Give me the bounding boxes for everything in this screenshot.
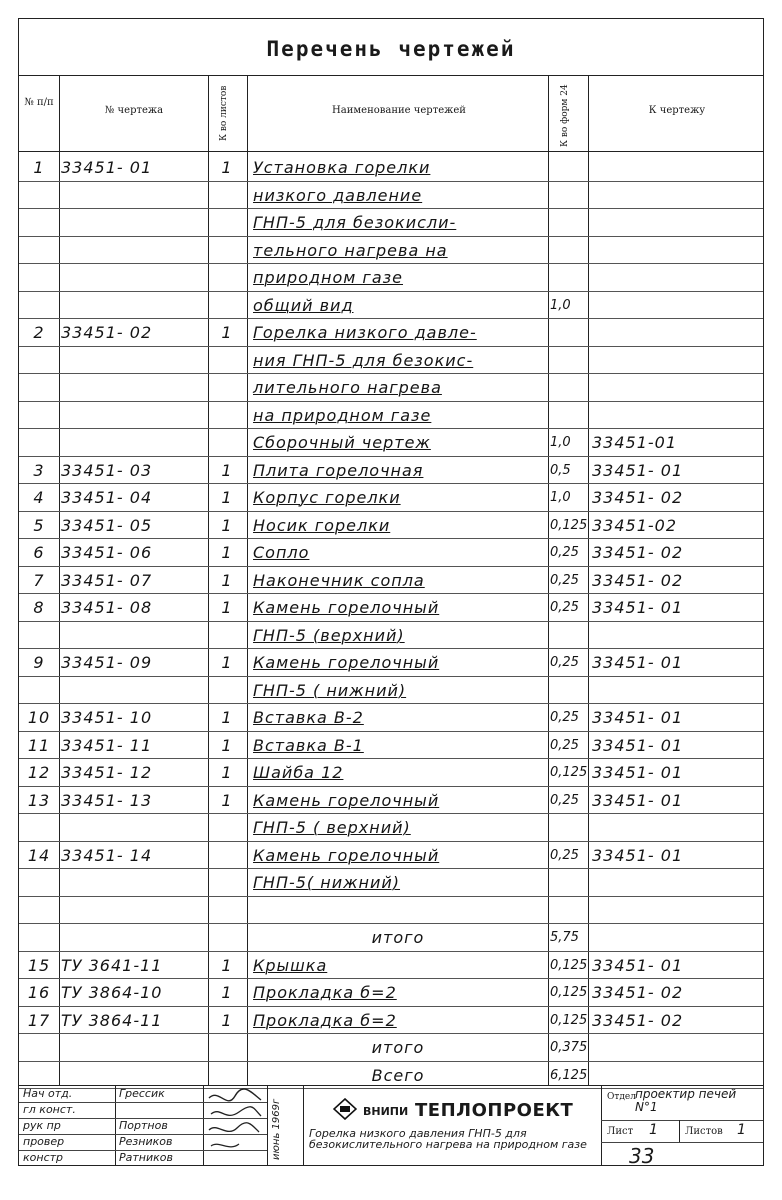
row-number [21, 208, 57, 236]
row-to-drawing: 33451- 01 [592, 845, 684, 865]
row-sheets [209, 428, 245, 456]
row-to-drawing [592, 1061, 762, 1089]
row-name: ГНП-5 ( верхний) [253, 818, 411, 837]
row-drawing-number: 33451- 04 [61, 488, 153, 507]
row-number [21, 923, 57, 951]
row-to-drawing: 33451- 01 [592, 653, 684, 672]
row-number: 6 [33, 543, 45, 562]
row-name: Сборочный чертеж [253, 433, 431, 452]
row-name: Камень горелочный [253, 845, 440, 865]
row-name: Носик горелки [253, 515, 391, 535]
row-name: Прокладка б=2 [253, 983, 397, 1002]
table-row [19, 456, 763, 485]
row-format: 0,25 [550, 600, 579, 615]
row-to-drawing: 33451- 01 [592, 460, 684, 480]
row-name: Всего [371, 1065, 425, 1085]
row-name [253, 896, 549, 924]
row-format: 0,125 [550, 765, 588, 780]
row-name: Крышка [253, 955, 328, 975]
row-drawing-number: 33451- 14 [61, 845, 153, 865]
row-name: Камень горелочный [253, 653, 440, 672]
row-number [21, 868, 57, 896]
row-sheets [209, 373, 245, 401]
row-drawing-number: 33451- 09 [61, 653, 153, 672]
stamp-role: провер [23, 1135, 65, 1148]
table-row [19, 868, 763, 897]
table-row [19, 291, 763, 320]
table-row [19, 731, 763, 760]
row-format: 0,25 [550, 655, 579, 670]
stamp-role: Нач отд. [23, 1087, 73, 1100]
table-row [19, 758, 763, 787]
table-row [19, 951, 763, 980]
row-to-drawing [592, 401, 762, 429]
stamp-name: Ратников [119, 1151, 173, 1164]
table-row [19, 621, 763, 650]
row-sheets: 1 [221, 983, 233, 1002]
header-num: № п/п [24, 97, 54, 108]
table-row [19, 593, 763, 622]
row-name: Камень горелочный [253, 598, 440, 617]
table-row [19, 786, 763, 815]
row-drawing-number: 33451- 13 [61, 790, 153, 810]
row-name: Корпус горелки [253, 488, 401, 507]
row-format [550, 208, 588, 236]
row-name: Шайба 12 [253, 763, 344, 782]
row-to-drawing: 33451- 02 [592, 543, 684, 562]
sheet-label: Лист [607, 1126, 634, 1137]
row-name: Вставка В-1 [253, 735, 364, 755]
table-row [19, 236, 763, 265]
row-format [550, 318, 588, 346]
row-to-drawing: 33451- 01 [592, 708, 684, 727]
row-format: 0,25 [550, 847, 579, 863]
row-drawing-number: 33451- 03 [61, 460, 153, 480]
row-drawing-number: 33451- 10 [61, 708, 153, 727]
organization-prefix: ВНИПИ [363, 1105, 409, 1118]
row-drawing-number [61, 621, 207, 649]
row-to-drawing: 33451- 01 [592, 598, 684, 617]
row-sheets: 1 [221, 543, 233, 562]
table-row [19, 153, 763, 182]
row-number: 14 [27, 845, 51, 865]
row-drawing-number: 33451- 01 [61, 158, 153, 177]
stamp-name: Резников [119, 1135, 173, 1148]
row-format [550, 896, 588, 924]
organization-name: ТЕПЛОПРОЕКТ [415, 1100, 574, 1121]
row-number: 15 [27, 955, 51, 975]
row-sheets: 1 [221, 735, 233, 755]
dept-value: проектир печей N°1 [635, 1087, 737, 1114]
row-sheets [209, 208, 245, 236]
table-row [19, 648, 763, 677]
row-sheets: 1 [221, 955, 233, 975]
row-format: 0,125 [550, 517, 588, 533]
row-number: 17 [27, 1010, 51, 1030]
row-drawing-number [61, 401, 207, 429]
table-row [19, 208, 763, 237]
row-to-drawing [592, 236, 762, 264]
row-to-drawing: 33451- 02 [592, 1010, 684, 1030]
row-to-drawing: 33451- 01 [592, 763, 684, 782]
table-row [19, 813, 763, 842]
row-format: 0,25 [550, 572, 579, 588]
row-sheets: 1 [221, 598, 233, 617]
row-to-drawing: 33451- 01 [592, 735, 684, 755]
row-sheets [209, 896, 245, 924]
table-row [19, 318, 763, 347]
row-to-drawing [592, 621, 762, 649]
row-drawing-number: 33451- 06 [61, 543, 153, 562]
row-number: 13 [27, 790, 51, 810]
table-row [19, 401, 763, 430]
row-number: 5 [33, 515, 45, 535]
row-to-drawing: 33451- 02 [592, 570, 684, 590]
row-to-drawing [592, 923, 762, 951]
table-row [19, 896, 763, 925]
table-row [19, 511, 763, 540]
table-row [19, 373, 763, 402]
row-drawing-number: 33451- 05 [61, 515, 153, 535]
table-row [19, 428, 763, 457]
row-name: ГНП-5 ( нижний) [253, 680, 407, 700]
row-name: Прокладка б=2 [253, 1010, 397, 1030]
row-drawing-number: 33451- 11 [61, 735, 153, 755]
row-number: 10 [27, 708, 51, 727]
row-to-drawing [592, 153, 762, 181]
row-number: 7 [33, 570, 45, 590]
row-drawing-number: 33451- 08 [61, 598, 153, 617]
table-row [19, 538, 763, 567]
row-to-drawing: 33451- 01 [592, 955, 684, 975]
row-sheets: 1 [221, 460, 233, 480]
row-format [550, 676, 588, 704]
sheet-value: 1 [649, 1122, 658, 1138]
stamp-description: Горелка низкого давления ГНП-5 для безокислительного нагрева на природном газе [309, 1127, 587, 1151]
row-name: Камень горелочный [253, 790, 440, 810]
row-sheets [209, 676, 245, 704]
row-drawing-number: ТУ 3641-11 [61, 955, 163, 975]
header-name: Наименование чертежей [332, 105, 466, 116]
row-format [550, 813, 588, 841]
row-number: 16 [27, 983, 51, 1002]
row-number: 9 [33, 653, 45, 672]
row-to-drawing [592, 291, 762, 319]
row-format: 1,0 [550, 297, 571, 313]
sheets-label: Листов [685, 1126, 723, 1137]
row-format: 0,5 [550, 462, 571, 478]
organization [319, 1096, 599, 1122]
row-sheets: 1 [221, 653, 233, 672]
row-number: 1 [33, 158, 45, 177]
row-number [21, 373, 57, 401]
row-format: 6,125 [550, 1067, 588, 1083]
row-format [550, 181, 588, 209]
row-sheets: 1 [221, 488, 233, 507]
row-format: 0,125 [550, 985, 588, 1000]
row-name: низкого давление [253, 185, 423, 205]
row-drawing-number: 33451- 07 [61, 570, 153, 590]
stamp-number: 33 [629, 1144, 655, 1168]
row-drawing-number [61, 923, 207, 951]
row-format: 0,25 [550, 792, 579, 808]
row-name: общий вид [253, 295, 354, 315]
row-number [21, 1033, 57, 1061]
row-sheets [209, 1061, 245, 1089]
row-number [21, 401, 57, 429]
row-format [550, 373, 588, 401]
row-format [550, 346, 588, 374]
row-name: природном газе [253, 268, 403, 287]
row-to-drawing [592, 373, 762, 401]
row-number [21, 346, 57, 374]
row-drawing-number [61, 181, 207, 209]
organization-logo-icon [333, 1098, 357, 1120]
dept-label: Отдел [607, 1092, 636, 1102]
header-to-drawing: К чертежу [648, 105, 706, 116]
row-name: на природном газе [253, 405, 432, 425]
row-sheets: 1 [221, 570, 233, 590]
row-name: Установка горелки [253, 158, 431, 177]
table-row [19, 566, 763, 595]
row-sheets [209, 346, 245, 374]
row-sheets [209, 813, 245, 841]
row-format: 1,0 [550, 435, 571, 450]
row-number [21, 676, 57, 704]
row-name: ГНП-5( нижний) [253, 873, 401, 892]
row-sheets [209, 621, 245, 649]
row-format: 0,375 [550, 1040, 588, 1055]
row-to-drawing [592, 1033, 762, 1061]
row-sheets [209, 181, 245, 209]
row-to-drawing [592, 813, 762, 841]
row-sheets [209, 923, 245, 951]
row-name: лительного нагрева [253, 378, 442, 397]
row-format [550, 401, 588, 429]
row-name: ГНП-5 для безокисли- [253, 213, 457, 232]
row-sheets: 1 [221, 708, 233, 727]
row-sheets: 1 [221, 790, 233, 810]
row-format: 0,25 [550, 710, 579, 725]
row-sheets [209, 236, 245, 264]
stamp-role: констр [23, 1151, 64, 1164]
row-drawing-number: ТУ 3864-11 [61, 1010, 163, 1030]
row-format: 0,25 [550, 737, 579, 753]
row-to-drawing: 33451- 02 [592, 488, 684, 507]
row-number [21, 621, 57, 649]
row-name: ния ГНП-5 для безокис- [253, 350, 474, 370]
stamp-role: рук пр [23, 1119, 61, 1132]
row-to-drawing: 33451- 02 [592, 983, 684, 1002]
table-row [19, 483, 763, 512]
title-block [19, 1085, 763, 1166]
table-row [19, 923, 763, 952]
header-format: К во форм 24 [560, 84, 570, 147]
row-number [21, 813, 57, 841]
signature-scribbles [205, 1088, 265, 1164]
row-drawing-number [61, 263, 207, 291]
row-drawing-number [61, 236, 207, 264]
table-row [19, 1006, 763, 1035]
row-drawing-number: 33451- 02 [61, 323, 153, 342]
row-format [550, 153, 588, 181]
row-sheets [209, 868, 245, 896]
table-row [19, 703, 763, 732]
row-sheets: 1 [221, 1010, 233, 1030]
row-number: 8 [33, 598, 45, 617]
row-name: Плита горелочная [253, 460, 424, 480]
row-name: Сопло [253, 543, 310, 562]
table-row [19, 676, 763, 705]
row-number [21, 236, 57, 264]
row-drawing-number: 33451- 12 [61, 763, 153, 782]
row-to-drawing: 33451- 01 [592, 790, 684, 810]
row-drawing-number [61, 428, 207, 456]
row-drawing-number [61, 868, 207, 896]
row-number: 3 [33, 460, 45, 480]
row-to-drawing: 33451-02 [592, 515, 678, 535]
row-to-drawing [592, 181, 762, 209]
stamp-name: Портнов [119, 1119, 168, 1132]
table-row [19, 978, 763, 1007]
table-row [19, 346, 763, 375]
row-format: 1,0 [550, 490, 571, 505]
table-row [19, 181, 763, 210]
row-sheets: 1 [221, 763, 233, 782]
row-number [21, 896, 57, 924]
row-name: ГНП-5 (верхний) [253, 625, 405, 645]
row-name: итого [371, 1038, 425, 1057]
row-drawing-number [61, 896, 207, 924]
title-divider [19, 75, 763, 76]
row-to-drawing [592, 208, 762, 236]
row-number: 11 [27, 735, 51, 755]
row-format [550, 621, 588, 649]
row-drawing-number [61, 291, 207, 319]
table-row [19, 841, 763, 870]
row-number [21, 428, 57, 456]
row-format: 0,25 [550, 545, 579, 560]
row-number [21, 291, 57, 319]
row-sheets [209, 841, 245, 869]
row-format: 0,125 [550, 957, 588, 973]
row-name: тельного нагрева на [253, 240, 448, 260]
row-number: 4 [33, 488, 45, 507]
row-number [21, 263, 57, 291]
row-sheets: 1 [221, 323, 233, 342]
row-number [21, 181, 57, 209]
row-to-drawing [592, 318, 762, 346]
row-to-drawing: 33451-01 [592, 433, 678, 452]
row-format [550, 868, 588, 896]
row-number [21, 1061, 57, 1089]
row-name: Горелка низкого давле- [253, 323, 477, 342]
row-drawing-number [61, 373, 207, 401]
row-sheets [209, 1033, 245, 1061]
header-sheets: К во листов [219, 85, 229, 141]
row-to-drawing [592, 676, 762, 704]
row-name: итого [371, 928, 425, 947]
row-drawing-number [61, 676, 207, 704]
row-to-drawing [592, 868, 762, 896]
header-divider [19, 151, 763, 152]
row-sheets: 1 [221, 158, 233, 177]
header-drawing: № чертежа [104, 105, 164, 116]
row-sheets: 1 [221, 515, 233, 535]
drawing-list-sheet [18, 18, 764, 1166]
row-name: Наконечник сопла [253, 570, 425, 590]
stamp-role: гл конст. [23, 1103, 76, 1116]
row-to-drawing [592, 896, 762, 924]
stamp-name: Грессик [119, 1087, 165, 1100]
row-drawing-number [61, 346, 207, 374]
row-sheets [209, 401, 245, 429]
row-drawing-number [61, 1033, 207, 1061]
row-drawing-number [61, 1061, 207, 1089]
row-name: Вставка В-2 [253, 708, 364, 727]
row-number: 12 [27, 763, 51, 782]
row-sheets [209, 291, 245, 319]
row-drawing-number [61, 208, 207, 236]
table-row [19, 1033, 763, 1062]
sheets-value: 1 [737, 1122, 746, 1138]
row-to-drawing [592, 346, 762, 374]
row-drawing-number: ТУ 3864-10 [61, 983, 163, 1002]
row-sheets [209, 263, 245, 291]
stamp-date: июнь 1969г [271, 1098, 282, 1160]
row-number: 2 [33, 323, 45, 342]
row-format [550, 236, 588, 264]
page-title: Перечень чертежей [266, 37, 516, 61]
table-row [19, 263, 763, 292]
row-format: 0,125 [550, 1012, 588, 1028]
row-to-drawing [592, 263, 762, 291]
row-drawing-number [61, 813, 207, 841]
row-format [550, 263, 588, 291]
row-format: 5,75 [550, 930, 579, 945]
